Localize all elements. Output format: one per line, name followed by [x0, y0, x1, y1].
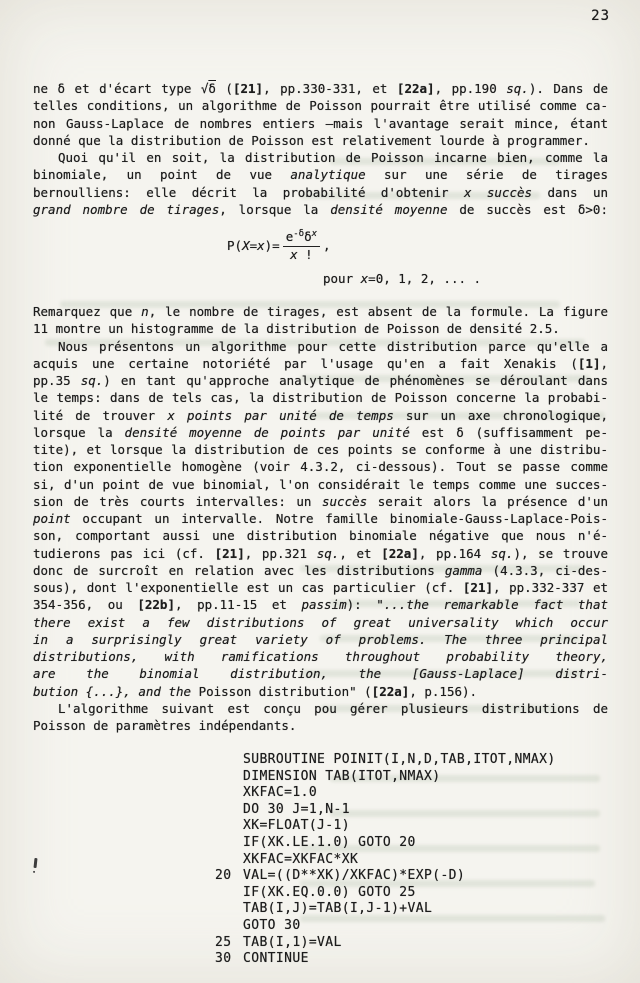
- text-segment: (4.3.3, ci-des-: [482, 562, 608, 578]
- text-line: [33, 510, 608, 527]
- bold-reference: [22a]: [371, 683, 410, 699]
- formula-e: e: [285, 229, 294, 245]
- formula-comma: ,: [323, 237, 331, 253]
- text-segment: , pp.332-337 et: [493, 580, 608, 595]
- text-segment: lité de trouver: [33, 407, 168, 423]
- text-segment: 354-356, ou: [33, 597, 138, 613]
- code-line: [215, 868, 556, 885]
- text-segment: ): ": [346, 597, 384, 613]
- text-segment: ). Dans de: [528, 81, 609, 96]
- paragraph-block-main: [33, 303, 608, 734]
- text-line: [33, 355, 608, 372]
- text-segment: son, comportant aussi une distribution binomiale négative que nous n'é-: [33, 528, 608, 544]
- formula-den-x: x: [290, 246, 298, 262]
- text-segment: , pp.330-331, et: [263, 81, 397, 96]
- bold-reference: [21]: [214, 545, 245, 561]
- text-segment: Remarquez que: [33, 304, 142, 319]
- text-segment: occupant un intervalle. Notre famille binomiale-Gauss-Laplace-Pois-: [70, 511, 608, 526]
- text-segment: tite), et lorsque la distribution de ces points se conforme à une distribu-: [33, 442, 608, 457]
- fortran-code-listing: [215, 752, 556, 968]
- text-segment: telles conditions, un algorithme de Poisson pourrait être utilisé comme ca-: [33, 98, 608, 114]
- code-statement: DIMENSION TAB(ITOT,NMAX): [243, 768, 441, 784]
- code-statement: TAB(I,J)=TAB(I,J-1)+VAL: [243, 901, 433, 917]
- italic-text: passim: [301, 597, 347, 613]
- formula-fraction: [283, 229, 320, 262]
- text-line: [33, 407, 608, 424]
- text-segment: ne δ et d'écart type: [33, 81, 201, 96]
- text-line: [33, 338, 608, 355]
- text-segment: Poisson distribution" (: [198, 683, 372, 699]
- text-segment: sous), dont l'exponentielle est un cas particulier (cf.: [33, 580, 463, 595]
- text-segment: (: [215, 81, 233, 96]
- text-segment: Poisson de paramètres indépendants.: [33, 718, 297, 733]
- italic-text: sq.: [80, 373, 104, 388]
- formula-equals: =: [249, 237, 258, 253]
- code-line: [215, 785, 556, 802]
- text-segment: Quoi qu'il en soit, la distribution de Poisson incarne bien, comme la: [58, 150, 608, 165]
- text-segment: dans un: [532, 184, 608, 200]
- italic-text: densité moyenne de points par unité: [124, 424, 410, 440]
- bold-reference: [21]: [462, 580, 493, 595]
- text-segment: donné que la distribution de Poisson est relativement lourde à programmer.: [33, 132, 590, 148]
- text-line: [33, 303, 608, 320]
- italic-text: x: [360, 271, 369, 286]
- formula-denominator: [290, 247, 313, 262]
- bold-reference: [1]: [577, 355, 601, 371]
- text-segment: sion de très courts intervalles: un: [33, 493, 322, 509]
- text-segment: , le nombre de tirages, est absent de la formule. La figure: [148, 304, 609, 319]
- text-line: [33, 320, 608, 337]
- formula-random-variable: X: [242, 237, 250, 253]
- text-segment: bernoulliens: elle décrit la probabilité d'obtenir: [33, 184, 464, 200]
- formula-value-variable: x: [257, 237, 265, 253]
- text-line: [33, 166, 608, 183]
- text-segment: tion exponentielle homogène (voir 4.3.2, ci-dessous). Tout se passe comme: [33, 459, 608, 475]
- text-segment: pour: [323, 271, 361, 286]
- code-statement-label: 20: [215, 868, 232, 884]
- italic-text: there exist a few distributions of great universality which occur: [33, 614, 608, 630]
- bold-reference: [22a]: [381, 545, 419, 561]
- text-segment: √: [200, 81, 209, 96]
- text-line: [33, 596, 608, 613]
- italic-text: are the binomial distribution, the [Gauss-Laplace] distri-: [33, 666, 608, 682]
- italic-text: distributions, with ramifications throughout probability theory,: [33, 649, 608, 664]
- formula-domain-line: [323, 271, 481, 286]
- text-line: [33, 631, 608, 648]
- italic-text: x points par unité de temps: [167, 407, 394, 423]
- code-statement: TAB(I,1)=VAL: [243, 934, 342, 950]
- ink-speck: [33, 858, 37, 868]
- text-segment: serait alors la présence d'un: [367, 493, 608, 509]
- text-line: [33, 372, 608, 389]
- italic-text: sq.: [316, 545, 340, 561]
- bold-reference: [22a]: [396, 81, 435, 96]
- text-line: [33, 665, 608, 682]
- code-line: [215, 951, 556, 968]
- formula-lhs-close: )=: [264, 237, 280, 253]
- code-line: [215, 852, 556, 869]
- text-line: [33, 97, 608, 114]
- italic-text: densité moyenne: [330, 201, 448, 217]
- code-line: [215, 918, 556, 935]
- text-segment: lorsque la: [33, 424, 125, 440]
- formula-numerator: [283, 229, 320, 247]
- text-segment: binomiale, un point de vue: [33, 167, 291, 183]
- code-line: [215, 818, 556, 835]
- paragraph-block-top: [33, 80, 608, 218]
- code-statement: CONTINUE: [243, 951, 309, 967]
- text-segment: ), se trouve: [513, 545, 609, 561]
- text-line: [33, 424, 608, 441]
- text-segment: , pp.190: [434, 81, 507, 96]
- text-line: [33, 476, 608, 493]
- text-line: [33, 545, 608, 562]
- italic-text: x succès: [463, 184, 533, 200]
- text-segment: le temps: dans de tels cas, la distribution de Poisson concerne la probabi-: [33, 390, 608, 406]
- text-segment: , lorsque la: [219, 201, 331, 217]
- text-segment: , p.156).: [409, 683, 478, 699]
- text-line: [33, 458, 608, 475]
- text-segment: si, d'un point de vue binomial, l'on considérait le temps comme une succes-: [33, 476, 608, 492]
- text-segment: sur un axe chronologique,: [393, 407, 608, 423]
- code-statement: XKFAC=1.0: [243, 785, 318, 801]
- code-statement: DO 30 J=1,N-1: [243, 801, 350, 817]
- code-statement: SUBROUTINE POINIT(I,N,D,TAB,ITOT,NMAX): [243, 752, 556, 767]
- text-line: [33, 579, 608, 596]
- code-line: [215, 901, 556, 918]
- italic-text: analytique: [290, 167, 366, 183]
- page-number: 23: [591, 8, 610, 24]
- italic-text: sq.: [490, 545, 514, 561]
- formula-e-exponent: -δ: [293, 229, 305, 239]
- poisson-formula: [227, 229, 331, 262]
- text-line: [33, 389, 608, 406]
- text-line: [33, 184, 608, 201]
- text-line: [33, 614, 608, 631]
- text-line: [33, 441, 608, 458]
- text-segment: =0, 1, 2, ... .: [368, 271, 482, 286]
- italic-text: gamma: [444, 562, 483, 578]
- text-segment: est δ (suffisamment pe-: [409, 424, 608, 440]
- code-line: [215, 802, 556, 819]
- text-line: [33, 115, 608, 132]
- code-statement: GOTO 30: [243, 917, 301, 933]
- text-segment: de succès est δ>0:: [447, 201, 608, 217]
- formula-lhs: P(: [227, 237, 243, 253]
- text-segment: , pp.321: [244, 545, 317, 561]
- text-line: [33, 493, 608, 510]
- text-line: [33, 700, 608, 717]
- formula-factorial: !: [297, 246, 313, 262]
- code-line: [215, 769, 556, 786]
- text-segment: ,: [600, 355, 608, 371]
- code-statement-label: 25: [215, 934, 232, 950]
- code-line: [215, 835, 556, 852]
- text-segment: , pp.11-15 et: [175, 597, 302, 613]
- italic-text: grand nombre de tirages: [33, 201, 220, 217]
- text-line: [33, 527, 608, 544]
- italic-text: succès: [322, 493, 368, 509]
- code-line: [215, 752, 556, 769]
- code-statement: VAL=((D**XK)/XKFAC)*EXP(-D): [243, 868, 466, 884]
- bold-reference: [22b]: [137, 597, 175, 613]
- italic-text: ...the remarkable fact that: [383, 597, 608, 613]
- code-line: [215, 885, 556, 902]
- italic-text: bution {...}, and the: [33, 683, 199, 699]
- text-segment: tudierons pas ici (cf.: [33, 545, 215, 561]
- text-line: [33, 201, 608, 218]
- text-segment: acquis une certaine notoriété par l'usage qu'en a fait Xenakis (: [33, 355, 578, 371]
- bold-reference: [21]: [232, 81, 264, 96]
- text-segment: non Gauss-Laplace de nombres entiers —mais l'avantage serait mince, étant: [33, 115, 608, 131]
- code-statement: XKFAC=XKFAC*XK: [243, 851, 359, 867]
- text-segment: , pp.164: [418, 545, 491, 561]
- italic-text: n: [141, 304, 149, 319]
- text-segment: donc de surcroît en relation avec les distributions: [33, 562, 445, 578]
- text-segment: ) en tant qu'approche analytique de phénomènes se déroulant dans: [103, 373, 608, 388]
- formula-delta-exponent: x: [311, 229, 318, 239]
- text-line: [33, 648, 608, 665]
- text-line: [33, 717, 608, 734]
- text-segment: , et: [339, 545, 382, 561]
- code-line: [215, 935, 556, 952]
- text-line: [33, 149, 608, 166]
- text-line: [33, 683, 608, 700]
- italic-text: in a surprisingly great variety of problems. The three principal: [33, 631, 608, 647]
- text-segment: L'algorithme suivant est conçu pou gérer plusieurs distributions de: [58, 700, 608, 716]
- code-statement: XK=FLOAT(J-1): [243, 818, 350, 834]
- text-line: [33, 132, 608, 149]
- code-statement-label: 30: [215, 951, 232, 967]
- text-segment: pp.35: [33, 373, 81, 388]
- overline-radicand: δ: [208, 81, 216, 96]
- text-line: [33, 80, 608, 97]
- text-line: [33, 562, 608, 579]
- text-segment: sur une série de tirages: [365, 167, 608, 183]
- code-statement: IF(XK.EQ.0.0) GOTO 25: [243, 884, 416, 900]
- italic-text: sq.: [506, 81, 529, 96]
- formula-delta: δ: [304, 229, 312, 245]
- text-segment: 11 montre un histogramme de la distribution de Poisson de densité 2.5.: [33, 321, 560, 337]
- italic-text: point: [33, 511, 71, 526]
- code-statement: IF(XK.LE.1.0) GOTO 20: [243, 834, 416, 850]
- text-segment: Nous présentons un algorithme pour cette distribution parce qu'elle a: [58, 338, 608, 354]
